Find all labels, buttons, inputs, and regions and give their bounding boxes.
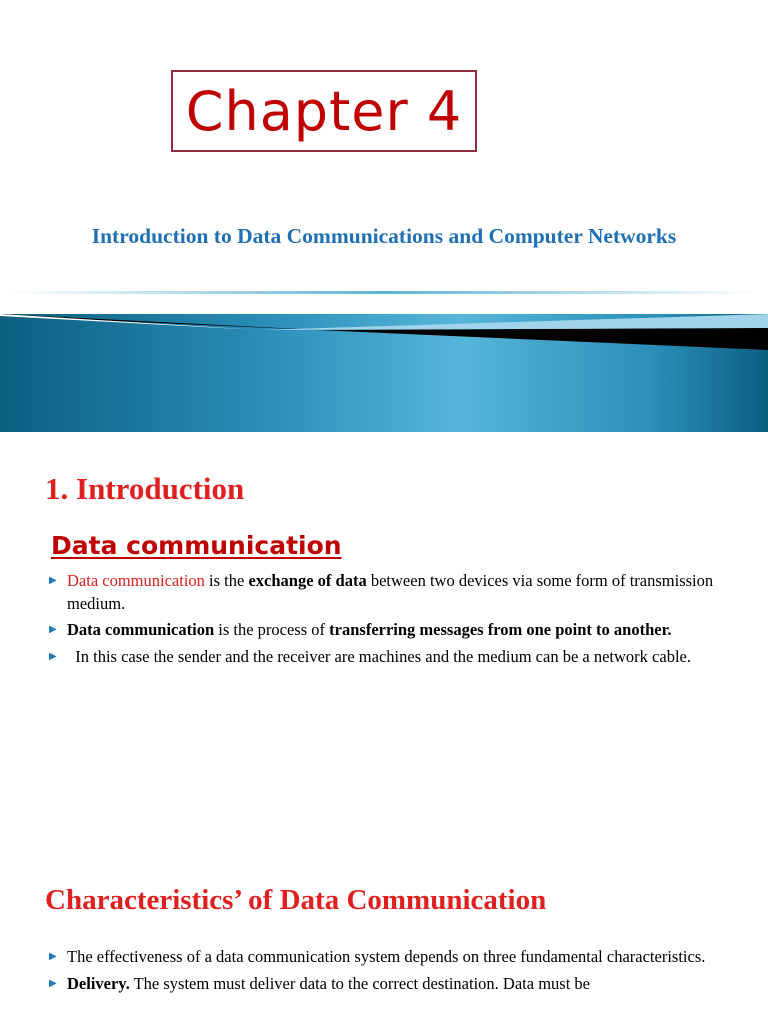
slide-heading: Characteristics’ of Data Communication bbox=[45, 884, 547, 916]
bullet-text: The effectiveness of a data communication system depends on three fundamental characteristics. bbox=[67, 947, 706, 966]
list-item bbox=[49, 646, 739, 669]
list-item bbox=[49, 619, 739, 642]
bullet-arrow-icon: ▶ bbox=[49, 624, 57, 635]
bullet-list bbox=[49, 946, 739, 999]
list-item bbox=[49, 973, 739, 996]
bullet-text: In this case the sender and the receiver are machines and the medium can be a network cable. bbox=[67, 646, 691, 666]
decorative-banner bbox=[0, 300, 768, 432]
bullet-text: is the bbox=[204, 571, 249, 590]
bullet-emphasis: transferring messages from one point to another. bbox=[329, 620, 672, 639]
bullet-term: Delivery. bbox=[67, 973, 130, 993]
slide-subtitle: Introduction to Data Communications and Computer Networks bbox=[91, 224, 677, 248]
characteristics-slide bbox=[0, 866, 768, 1024]
bullet-arrow-icon: ▶ bbox=[49, 650, 57, 662]
list-item bbox=[49, 946, 739, 969]
bullet-text: between two devices via some form of transmission medium. bbox=[67, 571, 714, 613]
introduction-slide bbox=[0, 433, 768, 865]
bullet-emphasis: exchange of data bbox=[248, 571, 367, 590]
list-item bbox=[49, 570, 739, 615]
section-heading: 1. Introduction bbox=[45, 471, 245, 506]
bullet-text: is the process of bbox=[214, 620, 330, 639]
chapter-title-box bbox=[171, 70, 477, 152]
bullet-arrow-icon: ▶ bbox=[49, 575, 57, 586]
bullet-list bbox=[49, 570, 739, 672]
bullet-term: Data communication bbox=[67, 571, 205, 590]
separator-line bbox=[10, 291, 758, 294]
sub-heading: Data communication bbox=[51, 531, 342, 560]
bullet-text: The system must deliver data to the correct destination. Data must be bbox=[129, 973, 590, 993]
bullet-arrow-icon: ▶ bbox=[49, 977, 57, 989]
chapter-title: Chapter 4 bbox=[185, 79, 463, 143]
title-slide bbox=[0, 0, 768, 432]
bullet-term: Data communication bbox=[67, 620, 215, 639]
bullet-arrow-icon: ▶ bbox=[49, 951, 57, 962]
